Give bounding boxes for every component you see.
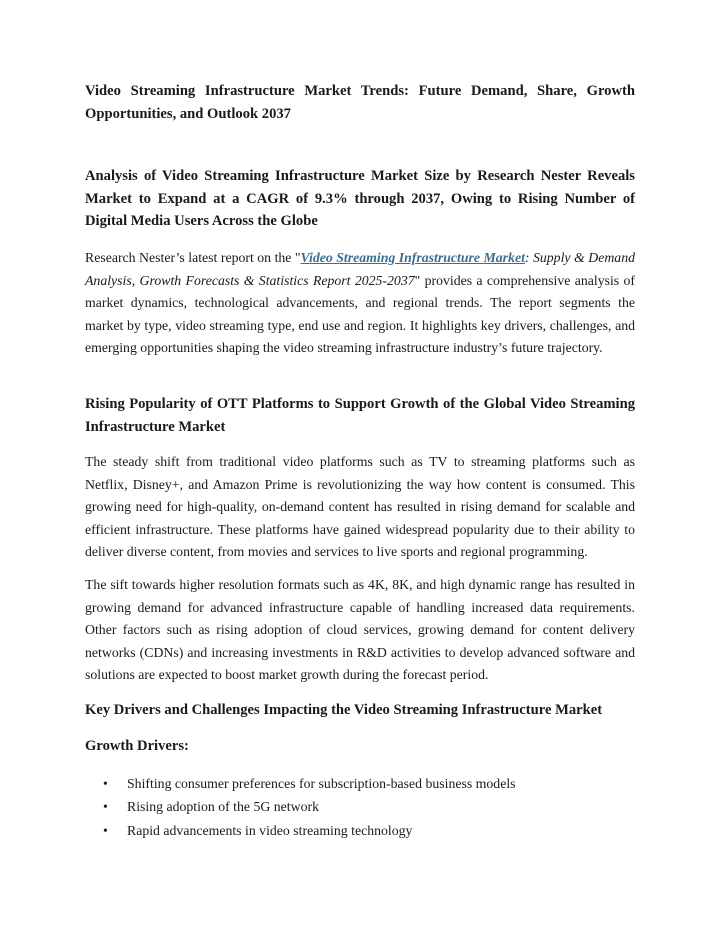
intro-paragraph [85, 247, 635, 360]
list-item [85, 795, 635, 818]
document-title: Video Streaming Infrastructure Market Trends: Future Demand, Share, Growth Opportunities, and Outlook 2037 [85, 83, 635, 122]
intro-prefix: Research Nester’s latest report on the " [85, 250, 301, 265]
growth-drivers-heading: Growth Drivers: [85, 738, 189, 754]
document-page [85, 80, 635, 838]
ott-paragraph-1: The steady shift from traditional video platforms such as TV to streaming platforms such as Netflix, Disney+, and Amazon Prime is revolutionizing the way how content is consumed. This growing need for high-quality, on-demand content has resulted in rising demand for scalable and efficient infrastructure. These platforms have gained widespread popularity due to their ability to deliver diverse content, from movies and services to live sports and regional programming. [85, 454, 635, 560]
intro-suffix: " provides a comprehensive analysis of market dynamics, technological advancements, and regional trends. The report segments the market by type, video streaming type, end use and region. It highlights key drivers, challenges, and emerging opportunities shaping the video streaming infrastructure industry’s future trajectory. [85, 272, 635, 356]
key-drivers-heading: Key Drivers and Challenges Impacting the Video Streaming Infrastructure Market [85, 702, 603, 718]
bullet-icon: • [103, 799, 108, 815]
list-item-text: Rapid advancements in video streaming technology [127, 822, 413, 838]
list-item-text: Rising adoption of the 5G network [127, 799, 319, 815]
growth-drivers-list [85, 772, 635, 842]
list-item [85, 772, 635, 795]
bullet-icon: • [103, 776, 108, 791]
report-name: : Supply & Demand Analysis, Growth Forecasts & Statistics Report 2025-2037 [85, 250, 635, 288]
ott-section-heading: Rising Popularity of OTT Platforms to Support Growth of the Global Video Streaming Infrastructure Market [85, 396, 635, 435]
bullet-icon: • [103, 822, 108, 838]
list-item [85, 819, 635, 842]
analysis-heading: Analysis of Video Streaming Infrastructure Market Size by Research Nester Reveals Market to Expand at a CAGR of 9.3% through 2037, Owing to Rising Number of Digital Media Users Across the Globe [85, 168, 635, 229]
report-link[interactable]: Video Streaming Infrastructure Market [300, 250, 525, 265]
list-item-text: Shifting consumer preferences for subscription-based business models [127, 776, 516, 791]
ott-paragraph-2: The sift towards higher resolution formats such as 4K, 8K, and high dynamic range has resulted in growing demand for advanced infrastructure capable of handling increased data requirements. Other factors such as rising adoption of cloud services, growing demand for content delivery networks (CDNs) and increasing investments in R&D activities to develop advanced software and solutions are expected to boost market growth during the forecast period. [85, 577, 635, 683]
